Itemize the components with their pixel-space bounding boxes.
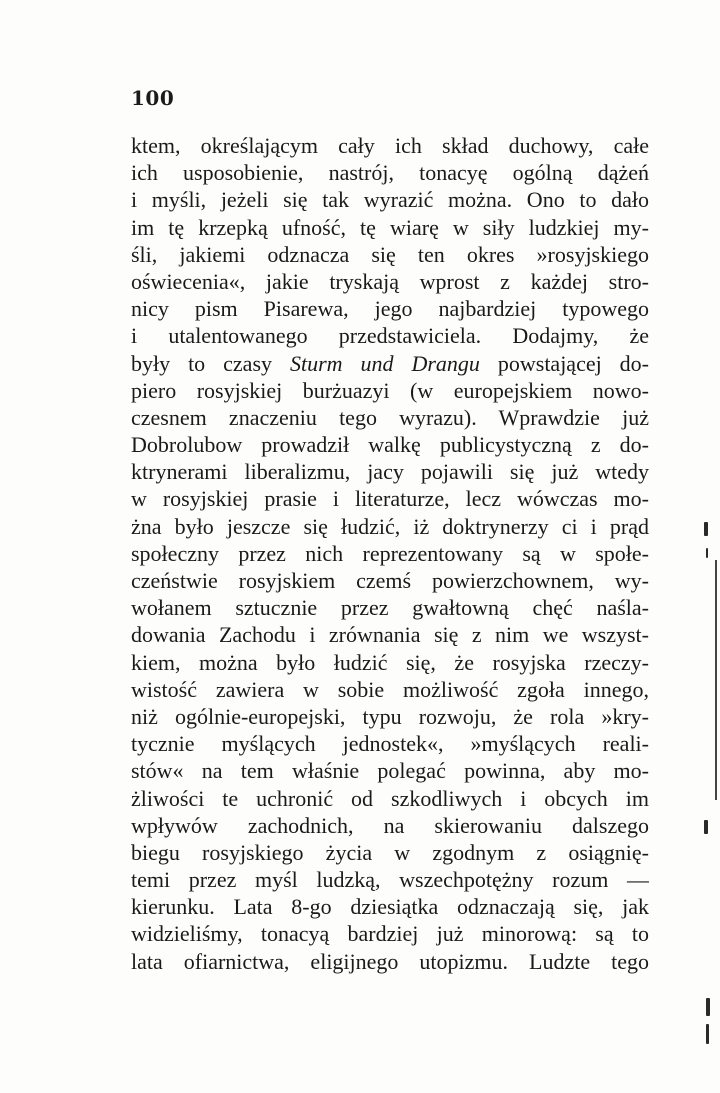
text-line: lata ofiarnictwa, eligijnego utopizmu. Ludzte tego: [131, 948, 649, 974]
text-line: temi przez myśl ludzką, wszechpotężny rozum —: [131, 867, 649, 893]
text-line: widzieliśmy, tonacyą bardziej już minorową: są to: [131, 921, 649, 947]
text-line: czeństwie rosyjskiem czemś powierzchownem, wy-: [131, 568, 649, 593]
text-line: piero rosyjskiej burżuazyi (w europejskiem nowo-: [131, 377, 649, 403]
text-line: żliwości te uchronić od szkodliwych i obcych im: [131, 785, 649, 811]
text-line: wpływów zachodnich, na skierowaniu dalszego: [131, 812, 649, 838]
text-line: ktem, określającym cały ich skład duchowy, całe: [131, 133, 649, 158]
text-line: niż ogólnie-europejski, typu rozwoju, że rola »kry-: [131, 703, 649, 729]
text-line: biegu rosyjskiego życia w zgodnym z osiągnię-: [131, 839, 649, 865]
text-line: wołanem sztucznie przez gwałtowną chęć naśla-: [131, 595, 649, 621]
text-line: nicy pism Pisarewa, jego najbardziej typowego: [131, 296, 649, 322]
text-line: czesnem znaczeniu tego wyrazu). Wprawdzie już: [131, 404, 649, 430]
text-line: ktrynerami liberalizmu, jacy pojawili się już wtedy: [131, 459, 649, 485]
page-number: 100: [131, 86, 175, 110]
body-text: [131, 132, 649, 975]
scan-artifact: [704, 522, 708, 536]
text-line: dowania Zachodu i zrównania się z nim we wszyst-: [131, 622, 649, 648]
scan-artifact: [706, 998, 710, 1016]
text-line-with-italic: [131, 350, 649, 377]
text-line: oświecenia«, jakie tryskają wprost z każdej stro-: [131, 268, 649, 294]
scan-artifact: [706, 1024, 709, 1044]
text-line: i myśli, jeżeli się tak wyrazić można. Ono to dało: [131, 187, 649, 213]
text-line: Dobrolubow prowadził walkę publicystyczną z do-: [131, 432, 649, 458]
text-line: im tę krzepką ufność, tę wiarę w siły ludzkiej my-: [131, 214, 649, 240]
text-line: społeczny przez nich reprezentowany są w społe-: [131, 540, 649, 566]
text-line: wistość zawiera w sobie możliwość zgoła innego,: [131, 676, 649, 702]
text-line: w rosyjskiej prasie i literaturze, lecz wówczas mo-: [131, 486, 649, 512]
scan-artifact: [704, 820, 708, 834]
text-line: tycznie myślących jednostek«, »myślących reali-: [131, 731, 649, 757]
text-line: śli, jakiemi odznacza się ten okres »rosyjskiego: [131, 241, 649, 267]
italic-phrase: Sturm und Drangu: [289, 350, 480, 376]
text-segment: były to czasy: [131, 350, 290, 376]
text-line: ich usposobienie, nastrój, tonacyę ogólną dążeń: [131, 160, 649, 186]
text-segment: powstającej do-: [479, 350, 649, 376]
text-line: stów« na tem właśnie polegać powinna, aby mo-: [131, 758, 649, 784]
text-line: i utalentowanego przedstawiciela. Dodajmy, że: [131, 323, 649, 349]
scan-artifact: [715, 560, 717, 800]
text-line: kiem, można było łudzić się, że rosyjska rzeczy-: [131, 649, 649, 675]
text-line: kierunku. Lata 8-go dziesiątka odznaczają się, jak: [131, 894, 649, 920]
scan-artifact: [706, 548, 708, 558]
text-line: żna było jeszcze się łudzić, iż doktrynerzy ci i prąd: [131, 513, 649, 539]
